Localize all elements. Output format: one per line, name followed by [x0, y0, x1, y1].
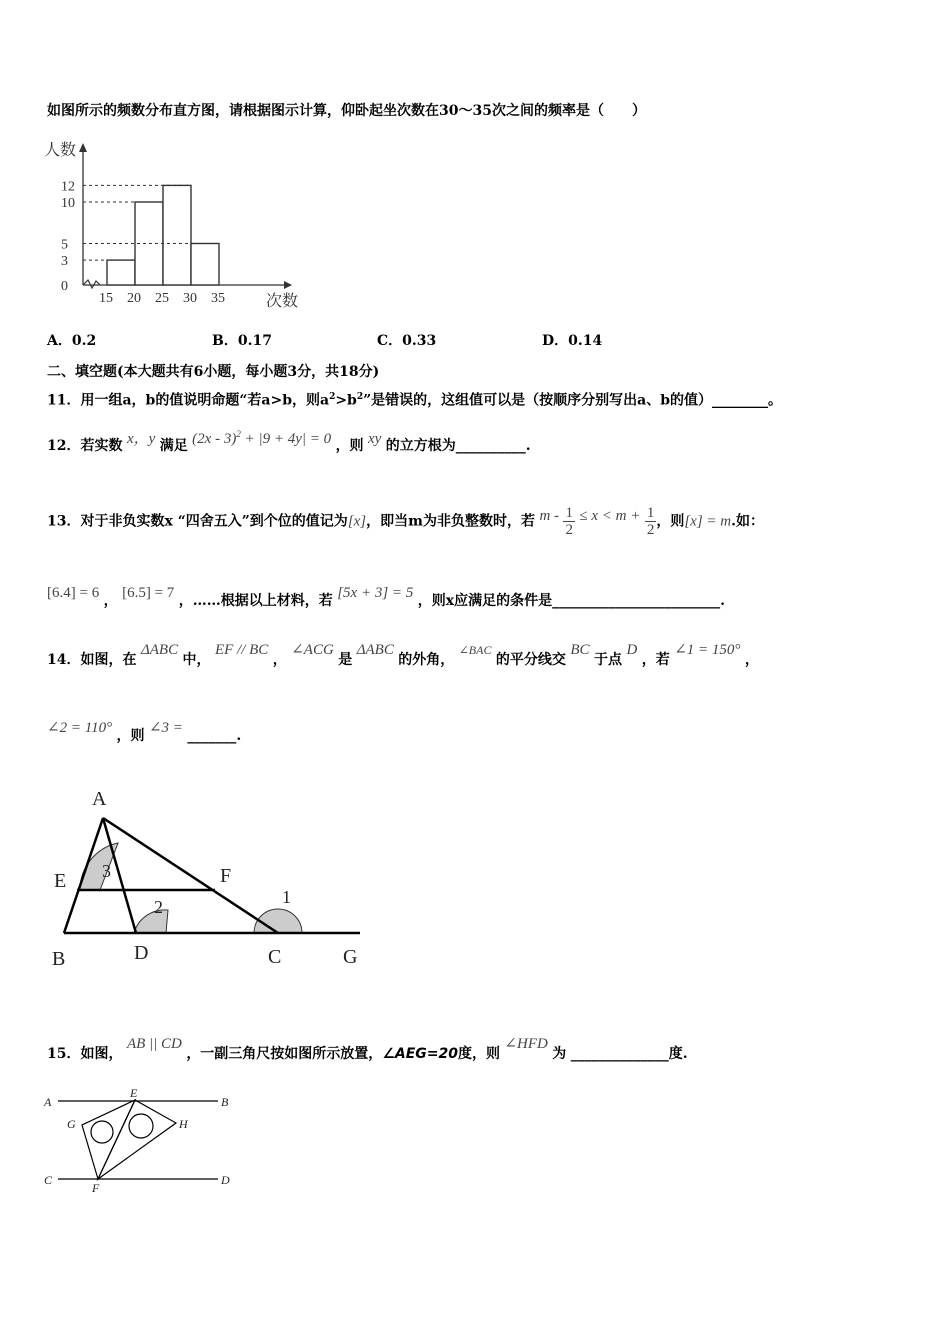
q13-ineq: ≤ x < m + [579, 507, 641, 524]
option-a[interactable] [47, 330, 96, 350]
q14-number: 14． [47, 652, 81, 668]
question-15 [47, 1036, 688, 1064]
label-e: E [130, 1086, 138, 1100]
question-13 [47, 505, 764, 538]
q12-number: 12． [47, 438, 81, 454]
section2-title: 二、填空题(本大题共有6小题，每小题3分，共18分) [47, 364, 380, 380]
histogram-bar [163, 185, 191, 285]
question-11 [47, 387, 782, 411]
q14-triangle-figure [40, 775, 380, 975]
option-b-value: 0.17 [237, 333, 272, 349]
hole-right [129, 1114, 153, 1138]
q14-ef-bc: EF // BC [214, 642, 269, 658]
q11-sup1: 2 [329, 392, 336, 402]
q12-xy: xy [368, 431, 382, 447]
q15-t5: 度. [668, 1046, 688, 1062]
q11-text-c: ”是错误的，这组值可以是（按顺序分别写出a、b的值）________。 [363, 392, 783, 409]
label-h: H [179, 1117, 188, 1131]
option-b[interactable] [212, 330, 272, 350]
frequency-histogram [40, 135, 310, 315]
q12-pre: 若实数 [80, 438, 123, 454]
q15-t2: ，一副三角尺按如图所示放置， [186, 1046, 383, 1062]
label-d: D [134, 942, 149, 964]
q14-t7: 于点 [594, 652, 622, 668]
label-angle-2: 2 [154, 897, 163, 917]
option-b-letter: B． [212, 333, 238, 349]
q15-blank[interactable]: ______________ [570, 1046, 669, 1062]
label-a: A [44, 1095, 52, 1109]
q14-d: D [626, 642, 638, 658]
option-d-letter: D． [542, 333, 569, 349]
x-axis-arrow [284, 281, 292, 289]
q14-angle1: ∠1 = 150° [674, 642, 741, 658]
q13-continue: ，……根据以上材料，若 [178, 593, 333, 609]
q12-end: 的立方根为__________. [385, 438, 531, 454]
histogram-bar [191, 244, 219, 286]
label-angle-3: 3 [102, 861, 111, 881]
q15-set-squares-figure [40, 1085, 240, 1195]
option-d[interactable] [542, 330, 602, 350]
hole-left [91, 1121, 113, 1143]
q13-example-2: [6.5] = 7 [122, 585, 175, 601]
q14-t10: ，则 [116, 728, 145, 744]
x-tick-label: 35 [211, 291, 225, 306]
q13-fraction-2 [645, 505, 657, 538]
q12-expr2: + |9 + 4y| = 0 [240, 431, 332, 447]
label-a: A [92, 788, 107, 810]
q12-expr [192, 431, 331, 447]
y-tick-label: 5 [61, 237, 68, 253]
question-13-line2: [6.4] = 6 ， [6.5] = 7 ，……根据以上材料，若 [5x + 3] = 5 ，则x应满足的条件是________________________. [47, 585, 725, 609]
q15-hfd: ∠HFD [504, 1036, 548, 1052]
y-tick-label: 0 [61, 279, 68, 294]
option-c-value: 0.33 [402, 333, 437, 349]
option-c[interactable] [377, 330, 436, 350]
q13-example-1: [6.4] = 6 [47, 585, 100, 601]
label-c: C [268, 946, 282, 968]
set-square-left [82, 1100, 135, 1179]
label-f: F [92, 1181, 100, 1195]
q13-ask: ，则x应满足的条件是________________________. [417, 593, 725, 609]
q14-t1: 如图，在 [80, 652, 137, 668]
label-b: B [52, 948, 66, 970]
q13-frac2-num: 1 [646, 505, 655, 521]
axis-break [83, 280, 100, 288]
q14-abc-2: ΔABC [356, 642, 394, 658]
q13-pre: 对于非负实数x “四舍五入”到个位的值记为 [80, 513, 348, 530]
q13-end: .如： [731, 513, 765, 530]
q14-blank[interactable]: _______. [187, 728, 242, 744]
option-a-letter: A． [47, 333, 72, 349]
q12-exp: 2 [236, 429, 241, 439]
q11-text-b: >b [335, 392, 357, 409]
q11-sup2: 2 [356, 392, 364, 402]
question-14 [47, 642, 759, 670]
histogram-xlabel: 次数 [266, 293, 299, 310]
q14-t3: ， [272, 652, 287, 668]
q11-number: 11． [47, 392, 81, 409]
q13-result: [x] = m [684, 513, 732, 530]
y-tick-label: 3 [61, 254, 68, 270]
q15-number: 15． [47, 1046, 81, 1062]
q11-text-a: 用一组a，b的值说明命题“若a>b，则a [80, 392, 330, 409]
q14-t9: ， [744, 652, 759, 668]
option-a-value: 0.2 [71, 333, 97, 349]
x-tick-label: 20 [127, 291, 141, 306]
x-tick-label: 30 [183, 291, 197, 306]
q13-number: 13． [47, 513, 81, 530]
q14-bac: ∠BAC [458, 643, 492, 657]
label-e: E [54, 870, 67, 892]
question-intro: 如图所示的频数分布直方图，请根据图示计算，仰卧起坐次数在30～35次之间的频率是（ ） [47, 103, 646, 119]
x-tick-label: 25 [155, 291, 169, 306]
q13-frac1-den: 2 [565, 522, 573, 538]
q14-t6: 的平分线交 [495, 652, 566, 668]
q14-t5: 的外角， [398, 652, 455, 668]
histogram-bar [107, 260, 135, 285]
label-angle-1: 1 [282, 887, 291, 907]
q15-aeg: ∠AEG=20 [382, 1046, 458, 1062]
q14-t8: ，若 [641, 652, 670, 668]
q13-bracket-x: [x] [347, 513, 367, 530]
q12-expr1: (2x - 3) [192, 431, 237, 447]
q14-angle3: ∠3 = [148, 720, 183, 736]
option-d-value: 0.14 [568, 333, 603, 349]
histogram-ylabel: 人数 [44, 142, 77, 159]
q13-frac1-num: 1 [565, 505, 573, 521]
q15-t4: 为 [552, 1046, 567, 1062]
q12-post: ，则 [335, 438, 364, 454]
q13-fraction-1 [563, 505, 575, 538]
q14-t4: 是 [338, 652, 353, 668]
x-tick-label: 15 [99, 291, 113, 306]
label-g: G [67, 1117, 76, 1131]
q14-angle2: ∠2 = 110° [47, 720, 113, 736]
label-f: F [220, 865, 232, 887]
q13-mid: ，即当m为非负整数时，若 [366, 513, 535, 530]
q14-t2: 中， [182, 652, 211, 668]
y-tick-label: 12 [61, 179, 75, 195]
q13-m-minus: m - [539, 507, 560, 524]
q14-acg: ∠ACG [291, 642, 334, 658]
y-axis-arrow [79, 143, 87, 152]
q14-bc: BC [570, 642, 590, 658]
q14-abc: ΔABC [140, 642, 179, 658]
label-d: D [221, 1173, 230, 1187]
q15-ab-cd: AB || CD [126, 1036, 182, 1052]
y-tick-label: 10 [61, 196, 75, 211]
q13-condition: [5x + 3] = 5 [337, 585, 414, 601]
side-ac [103, 818, 278, 933]
q12-vars: x，y [126, 431, 156, 447]
q15-t1: 如图， [80, 1046, 123, 1062]
q15-t3: 度，则 [457, 1046, 500, 1062]
q12-mid: 满足 [159, 438, 188, 454]
question-14-line2 [47, 720, 242, 746]
label-b: B [221, 1095, 229, 1109]
q13-frac2-den: 2 [646, 522, 655, 538]
label-g: G [343, 946, 358, 968]
label-c: C [44, 1173, 53, 1187]
option-c-letter: C． [377, 333, 403, 349]
question-12 [47, 431, 531, 456]
q13-post: ，则 [656, 513, 685, 530]
